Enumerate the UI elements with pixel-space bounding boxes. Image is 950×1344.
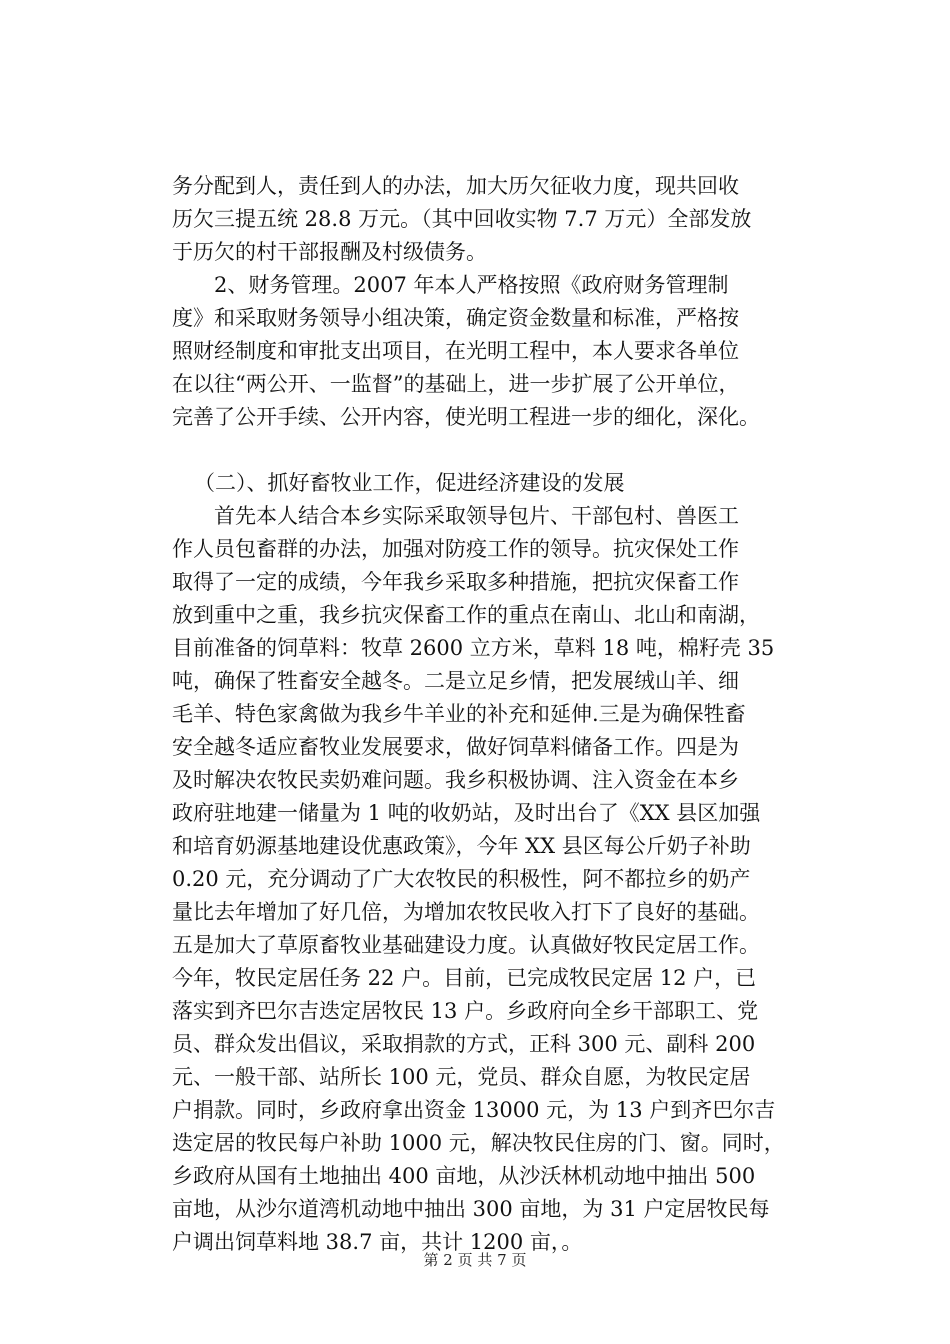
text-line: 首先本人结合本乡实际采取领导包片、干部包村、兽医工 [214, 504, 739, 528]
text-line: 户捐款。同时，乡政府拿出资金 13000 元，为 13 户到齐巴尔吉 [172, 1098, 776, 1122]
paragraph-3 [172, 500, 862, 1259]
document-body [172, 170, 862, 1259]
text-line: 放到重中之重，我乡抗灾保畜工作的重点在南山、北山和南湖， [172, 603, 760, 627]
blank-line [172, 434, 862, 467]
text-line: 0.20 元，充分调动了广大农牧民的积极性，阿不都拉乡的奶产 [172, 867, 751, 891]
text-line: 五是加大了草原畜牧业基础建设力度。认真做好牧民定居工作。 [172, 933, 760, 957]
text-line: 安全越冬适应畜牧业发展要求，做好饲草料储备工作。四是为 [172, 735, 739, 759]
text-line: 迭定居的牧民每户补助 1000 元，解决牧民住房的门、窗。同时， [172, 1131, 785, 1155]
text-line: 于历欠的村干部报酬及村级债务。 [172, 240, 487, 264]
text-line: 元、一般干部、站所长 100 元，党员、群众自愿，为牧民定居 [172, 1065, 751, 1089]
text-line: 户调出饲草料地 38.7 亩，共计 1200 亩，。 [172, 1230, 583, 1254]
text-line: 吨，确保了牲畜安全越冬。二是立足乡情，把发展绒山羊、细 [172, 669, 739, 693]
text-line: 务分配到人，责任到人的办法，加大历欠征收力度，现共回收 [172, 174, 739, 198]
text-line: 乡政府从国有土地抽出 400 亩地，从沙沃林机动地中抽出 500 [172, 1164, 756, 1188]
paragraph-1 [172, 170, 862, 269]
section-heading: （二）、抓好畜牧业工作，促进经济建设的发展 [194, 471, 625, 495]
page-number: 第 2 页 共 7 页 [423, 1251, 527, 1269]
text-line: 量比去年增加了好几倍，为增加农牧民收入打下了良好的基础。 [172, 900, 760, 924]
text-line: 及时解决农牧民卖奶难问题。我乡积极协调、注入资金在本乡 [172, 768, 739, 792]
text-line: 落实到齐巴尔吉迭定居牧民 13 户。乡政府向全乡干部职工、党 [172, 999, 759, 1023]
text-line: 照财经制度和审批支出项目，在光明工程中，本人要求各单位 [172, 339, 739, 363]
text-line: 毛羊、特色家禽做为我乡牛羊业的补充和延伸.三是为确保牲畜 [172, 702, 746, 726]
text-line: 在以往“两公开、一监督”的基础上，进一步扩展了公开单位， [172, 372, 740, 396]
text-line: 和培育奶源基地建设优惠政策》，今年 XX 县区每公斤奶子补助 [172, 834, 751, 858]
page-footer [0, 1250, 950, 1270]
text-line: 员、群众发出倡议，采取捐款的方式，正科 300 元、副科 200 [172, 1032, 756, 1056]
text-line: 历欠三提五统 28.8 万元。（其中回收实物 7.7 万元）全部发放 [172, 207, 752, 231]
text-line: 2、财务管理。2007 年本人严格按照《政府财务管理制 [214, 273, 729, 297]
text-line: 作人员包畜群的办法，加强对防疫工作的领导。抗灾保处工作 [172, 537, 739, 561]
text-line: 目前准备的饲草料：牧草 2600 立方米，草料 18 吨，棉籽壳 35 [172, 636, 775, 660]
paragraph-2 [172, 269, 862, 434]
text-line: 完善了公开手续、公开内容，使光明工程进一步的细化，深化。 [172, 405, 760, 429]
text-line: 取得了一定的成绩，今年我乡采取多种措施，把抗灾保畜工作 [172, 570, 739, 594]
text-line: 今年，牧民定居任务 22 户。目前，已完成牧民定居 12 户，已 [172, 966, 757, 990]
text-line: 亩地，从沙尔道湾机动地中抽出 300 亩地，为 31 户定居牧民每 [172, 1197, 770, 1221]
text-line: 度》和采取财务领导小组决策，确定资金数量和标准，严格按 [172, 306, 739, 330]
text-line: 政府驻地建一储量为 1 吨的收奶站，及时出台了《XX 县区加强 [172, 801, 761, 825]
